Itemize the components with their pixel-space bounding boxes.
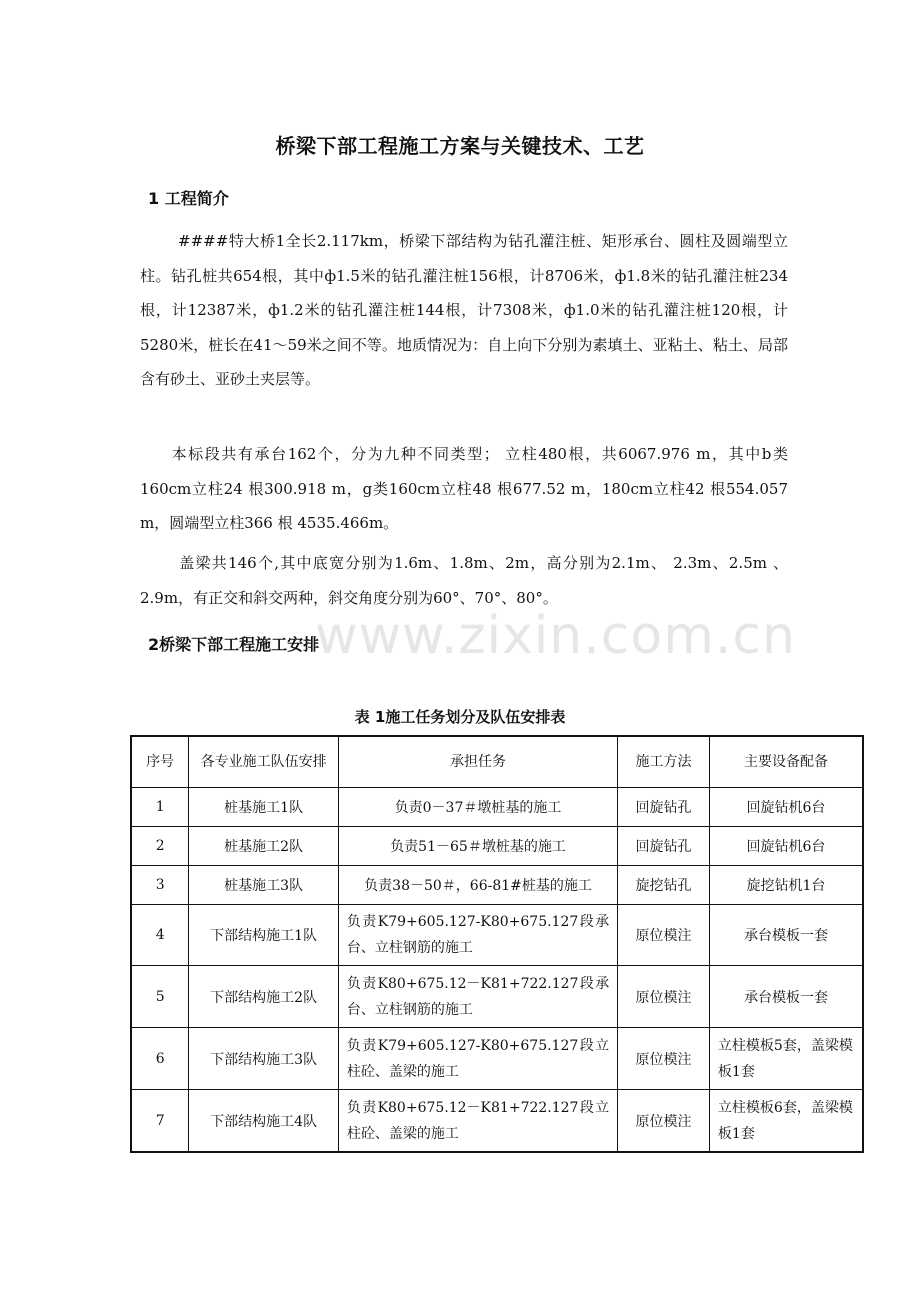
cell-method: 回旋钻孔 xyxy=(618,827,710,866)
cell-method: 原位模注 xyxy=(618,1028,710,1090)
cell-no: 7 xyxy=(131,1090,189,1153)
watermark-text: www.zixin.com.cn xyxy=(315,606,796,666)
cell-method: 原位模注 xyxy=(618,1090,710,1153)
cell-task: 负责38－50＃，66-81#桩基的施工 xyxy=(338,866,617,905)
table-row xyxy=(131,827,863,866)
section-heading-overview: 1 工程简介 xyxy=(148,189,229,208)
paragraph-caps-columns xyxy=(140,437,788,541)
header-equipment: 主要设备配备 xyxy=(709,736,863,788)
cell-method: 旋挖钻孔 xyxy=(618,866,710,905)
cell-no: 5 xyxy=(131,966,189,1028)
cell-team: 下部结构施工1队 xyxy=(189,905,338,966)
cell-method: 回旋钻孔 xyxy=(618,788,710,827)
cell-task: 负责K79+605.127-K80+675.127段立柱砼、盖梁的施工 xyxy=(338,1028,617,1090)
cell-equipment: 旋挖钻机1台 xyxy=(709,866,863,905)
cell-equipment: 立柱模板6套，盖梁模板1套 xyxy=(709,1090,863,1153)
cell-task: 负责K79+605.127-K80+675.127段承台、立柱钢筋的施工 xyxy=(338,905,617,966)
cell-team: 桩基施工3队 xyxy=(189,866,338,905)
cell-team: 桩基施工2队 xyxy=(189,827,338,866)
table-row xyxy=(131,1028,863,1090)
cell-no: 1 xyxy=(131,788,189,827)
cell-task: 负责51－65＃墩桩基的施工 xyxy=(338,827,617,866)
section-heading-arrangement: 2桥梁下部工程施工安排 xyxy=(148,635,320,654)
cell-team: 下部结构施工3队 xyxy=(189,1028,338,1090)
task-assignment-table xyxy=(130,735,864,1153)
header-no: 序号 xyxy=(131,736,189,788)
table-row xyxy=(131,866,863,905)
cell-no: 3 xyxy=(131,866,189,905)
table-caption: 表 1施工任务划分及队伍安排表 xyxy=(354,708,566,726)
cell-task: 负责K80+675.12－K81+722.127段承台、立柱钢筋的施工 xyxy=(338,966,617,1028)
paragraph-cap-beams xyxy=(140,546,788,615)
cell-equipment: 回旋钻机6台 xyxy=(709,788,863,827)
header-method: 施工方法 xyxy=(618,736,710,788)
cell-no: 6 xyxy=(131,1028,189,1090)
cell-no: 4 xyxy=(131,905,189,966)
document-title: 桥梁下部工程施工方案与关键技术、工艺 xyxy=(275,134,645,158)
table-row xyxy=(131,1090,863,1153)
table-row xyxy=(131,788,863,827)
cell-equipment: 承台模板一套 xyxy=(709,966,863,1028)
paragraph-caps-columns-text: 本标段共有承台162个，分为九种不同类型； 立柱480根，共6067.976 m，其中b类160cm立柱24 根300.918 m，g类160cm立柱48 根677.52 m，180cm立柱42 根554.057 m，圆端型立柱366 根 4535.466m。 xyxy=(140,445,788,532)
cell-no: 2 xyxy=(131,827,189,866)
table-header-row xyxy=(131,736,863,788)
cell-team: 下部结构施工4队 xyxy=(189,1090,338,1153)
table-row xyxy=(131,966,863,1028)
header-team: 各专业施工队伍安排 xyxy=(189,736,338,788)
cell-task: 负责K80+675.12－K81+722.127段立柱砼、盖梁的施工 xyxy=(338,1090,617,1153)
cell-team: 桩基施工1队 xyxy=(189,788,338,827)
cell-method: 原位模注 xyxy=(618,905,710,966)
cell-method: 原位模注 xyxy=(618,966,710,1028)
header-task: 承担任务 xyxy=(338,736,617,788)
paragraph-overview-text: ####特大桥1全长2.117km，桥梁下部结构为钻孔灌注桩、矩形承台、圆柱及圆端型立柱。钻孔桩共654根，其中ф1.5米的钻孔灌注桩156根，计8706米，ф1.8米的钻孔灌注桩234根，计12387米，ф1.2米的钻孔灌注桩144根，计7308米，ф1.0米的钻孔灌注桩120根，计5280米，桩长在41～59米之间不等。地质情况为：自上向下分别为素填土、亚粘土、粘土、局部含有砂土、亚砂土夹层等。 xyxy=(140,232,788,388)
cell-team: 下部结构施工2队 xyxy=(189,966,338,1028)
table-row xyxy=(131,905,863,966)
cell-equipment: 承台模板一套 xyxy=(709,905,863,966)
cell-equipment: 立柱模板5套，盖梁模板1套 xyxy=(709,1028,863,1090)
paragraph-overview xyxy=(140,224,788,397)
cell-equipment: 回旋钻机6台 xyxy=(709,827,863,866)
paragraph-cap-beams-text: 盖梁共146个,其中底宽分别为1.6m、1.8m、2m，高分别为2.1m、 2.3m、2.5m 、2.9m，有正交和斜交两种，斜交角度分别为60°、70°、80°。 xyxy=(140,554,788,607)
cell-task: 负责0－37＃墩桩基的施工 xyxy=(338,788,617,827)
